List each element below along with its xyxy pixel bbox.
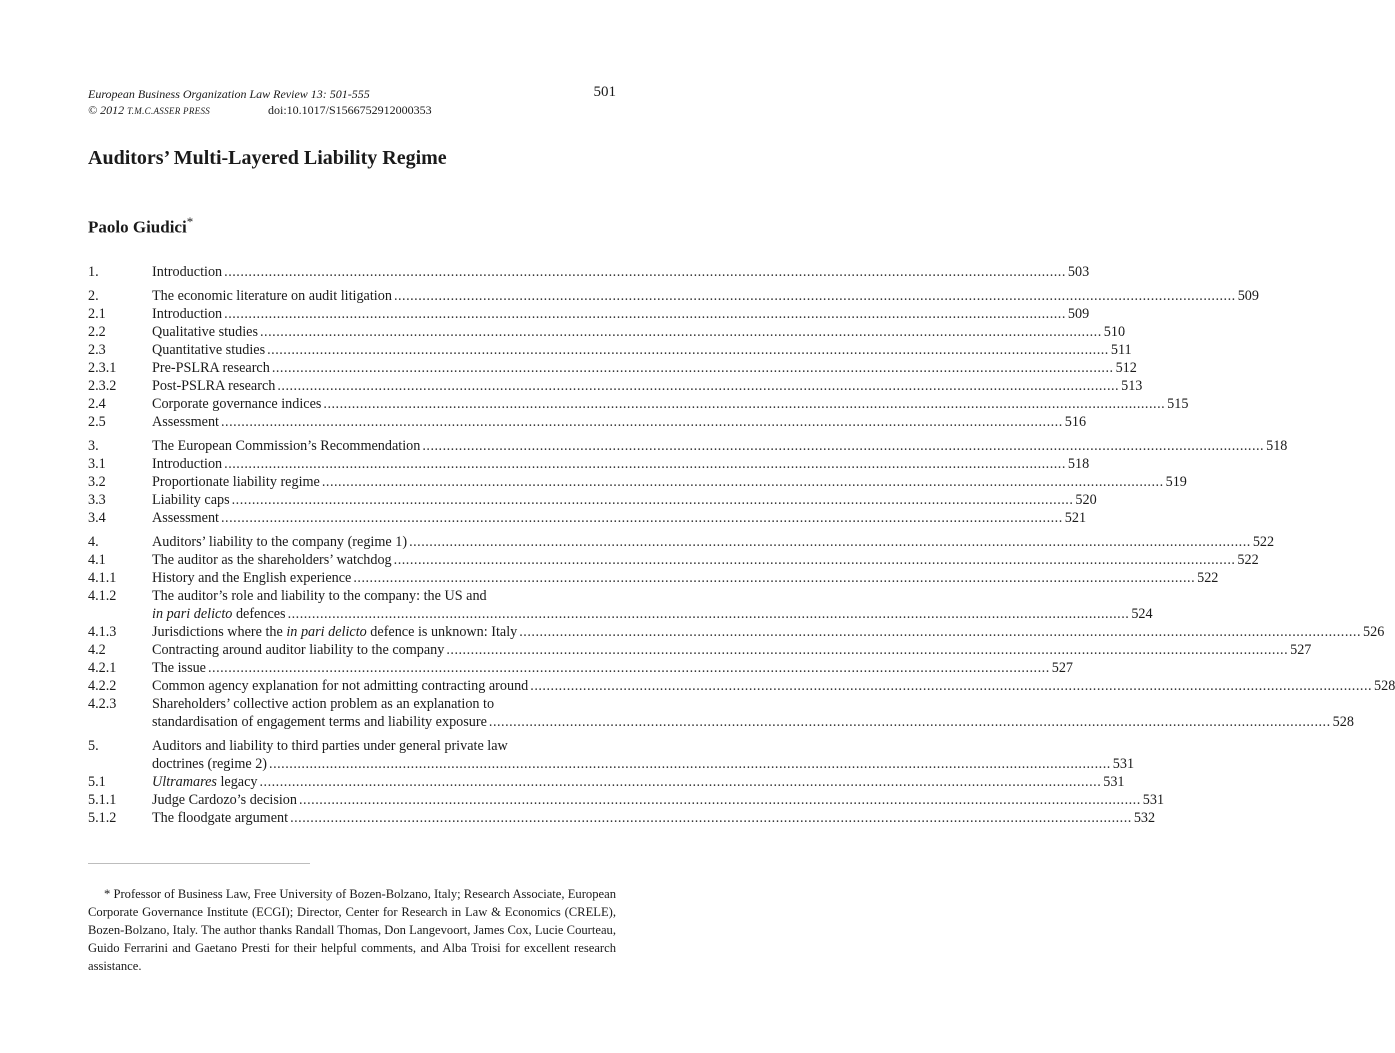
toc-entry-page: 527 bbox=[1290, 642, 1312, 658]
journal-citation: European Business Organization Law Review 13: 501-555 bbox=[88, 87, 370, 101]
toc-leader-dots bbox=[269, 755, 1111, 773]
toc-entry-body bbox=[152, 413, 1086, 431]
toc-entry-page: 515 bbox=[1167, 396, 1189, 412]
toc-entry-title: Contracting around auditor liability to the company bbox=[152, 642, 445, 658]
toc-entry-title: The economic literature on audit litigation bbox=[152, 288, 392, 304]
toc-entry-number: 4.1.3 bbox=[88, 624, 117, 640]
toc-entry-number: 5.1.1 bbox=[88, 792, 117, 808]
toc-entry[interactable] bbox=[88, 695, 1354, 731]
toc-entry-number: 4.2.1 bbox=[88, 660, 117, 676]
toc-entry-title: Assessment bbox=[152, 414, 219, 430]
toc-entry-title: Liability caps bbox=[152, 492, 230, 508]
toc-entry-title: Introduction bbox=[152, 456, 223, 472]
toc-entry-number: 4.2.2 bbox=[88, 678, 117, 694]
publisher: T.M.C.ASSER PRESS bbox=[127, 106, 211, 116]
toc-entry-title: Ultramares legacy bbox=[152, 774, 258, 790]
toc-entry[interactable] bbox=[88, 533, 1275, 551]
toc-entry-body bbox=[152, 677, 1395, 695]
toc-entry-title: The floodgate argument bbox=[152, 810, 289, 826]
toc-entry-number: 2.2 bbox=[88, 324, 106, 340]
copyright: © 2012 bbox=[88, 103, 125, 117]
toc-leader-dots bbox=[323, 395, 1165, 413]
toc-entry-body bbox=[152, 287, 1259, 305]
toc-entry-title: in pari delicto defences bbox=[152, 606, 286, 622]
toc-entry[interactable] bbox=[88, 323, 1126, 341]
toc-leader-dots bbox=[224, 305, 1066, 323]
toc-entry-number: 2. bbox=[88, 288, 99, 304]
toc-leader-dots bbox=[259, 773, 1101, 791]
toc-entry[interactable] bbox=[88, 659, 1074, 677]
toc-entry-title: Qualitative studies bbox=[152, 324, 258, 340]
toc-entry[interactable] bbox=[88, 287, 1259, 305]
toc-leader-dots bbox=[394, 287, 1236, 305]
toc-entry-number: 2.3 bbox=[88, 342, 106, 358]
footnote-text: Professor of Business Law, Free University of Bozen-Bolzano, Italy; Research Associate, European Corporate Governance Institute (ECGI); Director, Center for Research in Law & Economics (CRELE), Bozen-Bolzano, Italy. The author thanks Randall Thomas, Don Langevoort, James Cox, Lucie Courteau, Guido Ferrarini and Gaetano Presti for their helpful comments, and Alba Troisi for excellent research assistance. bbox=[88, 887, 616, 973]
toc-entry-page: 509 bbox=[1067, 306, 1090, 322]
toc-leader-dots bbox=[322, 473, 1164, 491]
running-header bbox=[88, 86, 616, 118]
toc-entry-page: 524 bbox=[1131, 606, 1153, 622]
toc-entry-title: Corporate governance indices bbox=[152, 396, 322, 412]
toc-entry-title: Judge Cardozo’s decision bbox=[152, 792, 297, 808]
toc-entry-body bbox=[152, 791, 1164, 809]
toc-entry-number: 4.1.2 bbox=[88, 588, 117, 604]
toc-entry-page: 532 bbox=[1133, 810, 1156, 826]
toc-entry-body bbox=[152, 341, 1132, 359]
toc-leader-dots bbox=[267, 341, 1109, 359]
author-name bbox=[88, 214, 193, 238]
toc-entry-number: 4.2.3 bbox=[88, 696, 117, 712]
toc-entry-body bbox=[152, 659, 1073, 677]
toc-entry-title-first-line: The auditor’s role and liability to the company: the US and bbox=[152, 588, 487, 604]
toc-entry-page: 509 bbox=[1237, 288, 1259, 304]
toc-leader-dots bbox=[232, 491, 1074, 509]
toc-entry-page: 521 bbox=[1064, 510, 1087, 526]
toc-entry-number: 4.2 bbox=[88, 642, 106, 658]
toc-entry-body bbox=[152, 359, 1137, 377]
toc-entry-body bbox=[152, 587, 1153, 623]
toc-leader-dots bbox=[208, 659, 1050, 677]
toc-entry[interactable] bbox=[88, 551, 1259, 569]
toc-entry[interactable] bbox=[88, 509, 1087, 527]
toc-entry-title: The auditor as the shareholders’ watchdog bbox=[152, 552, 392, 568]
toc-leader-dots bbox=[221, 413, 1063, 431]
toc-entry[interactable] bbox=[88, 377, 1143, 395]
toc-entry-page: 522 bbox=[1237, 552, 1259, 568]
toc-entry-body bbox=[152, 695, 1354, 731]
toc-entry-number: 1. bbox=[88, 264, 99, 280]
toc-entry-body bbox=[152, 437, 1287, 455]
toc-leader-dots bbox=[489, 713, 1331, 731]
toc-leader-dots bbox=[422, 437, 1264, 455]
toc-entry-page: 518 bbox=[1067, 456, 1090, 472]
toc-entry-number: 4.1.1 bbox=[88, 570, 117, 586]
toc-entry-title-first-line: Auditors and liability to third parties under general private law bbox=[152, 738, 508, 754]
page-number: 501 bbox=[593, 84, 616, 100]
toc-entry-number: 3.3 bbox=[88, 492, 106, 508]
toc-entry-body bbox=[152, 377, 1142, 395]
toc-entry-number: 5. bbox=[88, 738, 99, 754]
toc-entry-page: 511 bbox=[1110, 342, 1132, 358]
toc-entry-number: 3.2 bbox=[88, 474, 106, 490]
toc-leader-dots bbox=[224, 263, 1066, 281]
toc-leader-dots bbox=[519, 623, 1361, 641]
toc-entry[interactable] bbox=[88, 491, 1097, 509]
toc-entry[interactable] bbox=[88, 263, 1090, 281]
toc-entry-number: 2.3.1 bbox=[88, 360, 117, 376]
toc-entry[interactable] bbox=[88, 623, 1385, 641]
toc-entry[interactable] bbox=[88, 677, 1395, 695]
toc-entry-body bbox=[152, 395, 1188, 413]
toc-entry-page: 520 bbox=[1075, 492, 1097, 508]
toc-leader-dots bbox=[394, 551, 1236, 569]
toc-entry-body bbox=[152, 491, 1097, 509]
toc-entry-page: 512 bbox=[1115, 360, 1137, 376]
toc-entry-title: Post-PSLRA research bbox=[152, 378, 276, 394]
toc-entry[interactable] bbox=[88, 641, 1312, 659]
toc-entry-number: 3.4 bbox=[88, 510, 106, 526]
toc-entry-page: 522 bbox=[1197, 570, 1219, 586]
toc-leader-dots bbox=[299, 791, 1141, 809]
toc-entry[interactable] bbox=[88, 809, 1156, 827]
toc-entry[interactable] bbox=[88, 587, 1153, 623]
toc-entry[interactable] bbox=[88, 359, 1137, 377]
toc-entry-page: 528 bbox=[1332, 714, 1354, 730]
toc-entry-page: 519 bbox=[1165, 474, 1187, 490]
table-of-contents bbox=[88, 263, 1395, 827]
toc-entry-body bbox=[152, 263, 1089, 281]
toc-entry-body bbox=[152, 509, 1086, 527]
toc-entry[interactable] bbox=[88, 737, 1135, 773]
footnote-divider bbox=[88, 863, 310, 864]
toc-entry-title: Introduction bbox=[152, 306, 223, 322]
toc-entry-title: Auditors’ liability to the company (regime 1) bbox=[152, 534, 408, 550]
author-footnote-mark[interactable]: * bbox=[186, 214, 194, 229]
toc-entry-number: 4.1 bbox=[88, 552, 106, 568]
toc-entry-title: Pre-PSLRA research bbox=[152, 360, 270, 376]
toc-entry[interactable] bbox=[88, 569, 1219, 587]
toc-entry-body bbox=[152, 305, 1089, 323]
toc-leader-dots bbox=[446, 641, 1288, 659]
toc-entry-body bbox=[152, 533, 1274, 551]
toc-entry-title: standardisation of engagement terms and liability exposure bbox=[152, 714, 487, 730]
toc-entry-title: Jurisdictions where the in pari delicto defence is unknown: Italy bbox=[152, 624, 518, 640]
toc-entry[interactable] bbox=[88, 413, 1087, 431]
toc-entry-number: 5.1.2 bbox=[88, 810, 117, 826]
toc-entry-title: Assessment bbox=[152, 510, 219, 526]
toc-entry-number: 5.1 bbox=[88, 774, 106, 790]
toc-leader-dots bbox=[409, 533, 1251, 551]
toc-entry-number: 4. bbox=[88, 534, 99, 550]
toc-entry-page: 531 bbox=[1103, 774, 1125, 790]
toc-leader-dots bbox=[290, 809, 1132, 827]
toc-entry-page: 531 bbox=[1142, 792, 1165, 808]
toc-entry-body bbox=[152, 551, 1259, 569]
toc-entry-page: 526 bbox=[1363, 624, 1385, 640]
toc-leader-dots bbox=[221, 509, 1063, 527]
toc-entry[interactable] bbox=[88, 473, 1187, 491]
toc-entry[interactable] bbox=[88, 341, 1132, 359]
toc-entry-body bbox=[152, 323, 1125, 341]
toc-entry-body bbox=[152, 809, 1155, 827]
footnote-mark: * bbox=[104, 887, 111, 901]
toc-entry-title: The European Commission’s Recommendation bbox=[152, 438, 421, 454]
toc-entry-title-first-line: Shareholders’ collective action problem as an explanation to bbox=[152, 696, 495, 712]
toc-entry-page: 531 bbox=[1112, 756, 1135, 772]
toc-entry-page: 513 bbox=[1121, 378, 1143, 394]
toc-entry-body bbox=[152, 473, 1187, 491]
toc-entry-title: Common agency explanation for not admitting contracting around bbox=[152, 678, 529, 694]
toc-entry-title: Quantitative studies bbox=[152, 342, 266, 358]
toc-leader-dots bbox=[277, 377, 1119, 395]
toc-entry-body bbox=[152, 455, 1089, 473]
toc-entry-number: 2.5 bbox=[88, 414, 106, 430]
toc-leader-dots bbox=[260, 323, 1102, 341]
toc-entry-page: 522 bbox=[1252, 534, 1275, 550]
toc-leader-dots bbox=[353, 569, 1195, 587]
toc-leader-dots bbox=[272, 359, 1114, 377]
toc-entry-page: 510 bbox=[1103, 324, 1126, 340]
toc-entry-page: 527 bbox=[1051, 660, 1074, 676]
toc-entry[interactable] bbox=[88, 305, 1090, 323]
toc-entry[interactable] bbox=[88, 437, 1288, 455]
doi: doi:10.1017/S1566752912000353 bbox=[268, 103, 432, 117]
toc-entry-page: 516 bbox=[1064, 414, 1087, 430]
toc-entry-title: doctrines (regime 2) bbox=[152, 756, 268, 772]
toc-entry-body bbox=[152, 737, 1134, 773]
toc-entry-page: 528 bbox=[1374, 678, 1395, 694]
toc-entry-body bbox=[152, 641, 1311, 659]
toc-entry-title: Proportionate liability regime bbox=[152, 474, 320, 490]
toc-entry-title: History and the English experience bbox=[152, 570, 352, 586]
toc-entry-body bbox=[152, 773, 1125, 791]
toc-entry-body bbox=[152, 569, 1218, 587]
article-title: Auditors’ Multi-Layered Liability Regime bbox=[88, 147, 447, 169]
toc-entry[interactable] bbox=[88, 791, 1165, 809]
toc-entry[interactable] bbox=[88, 395, 1189, 413]
toc-leader-dots bbox=[288, 605, 1130, 623]
toc-entry-page: 518 bbox=[1266, 438, 1288, 454]
toc-entry-number: 3. bbox=[88, 438, 99, 454]
toc-entry-number: 2.4 bbox=[88, 396, 106, 412]
toc-entry-body bbox=[152, 623, 1384, 641]
toc-entry-title: Introduction bbox=[152, 264, 223, 280]
toc-leader-dots bbox=[530, 677, 1372, 695]
toc-entry[interactable] bbox=[88, 455, 1090, 473]
toc-entry-number: 2.1 bbox=[88, 306, 106, 322]
toc-entry-page: 503 bbox=[1067, 264, 1090, 280]
footnote bbox=[88, 885, 616, 975]
toc-entry-number: 3.1 bbox=[88, 456, 106, 472]
toc-entry-title: The issue bbox=[152, 660, 206, 676]
toc-entry[interactable] bbox=[88, 773, 1125, 791]
toc-entry-number: 2.3.2 bbox=[88, 378, 117, 394]
author-text: Paolo Giudici bbox=[88, 217, 187, 237]
toc-leader-dots bbox=[224, 455, 1066, 473]
